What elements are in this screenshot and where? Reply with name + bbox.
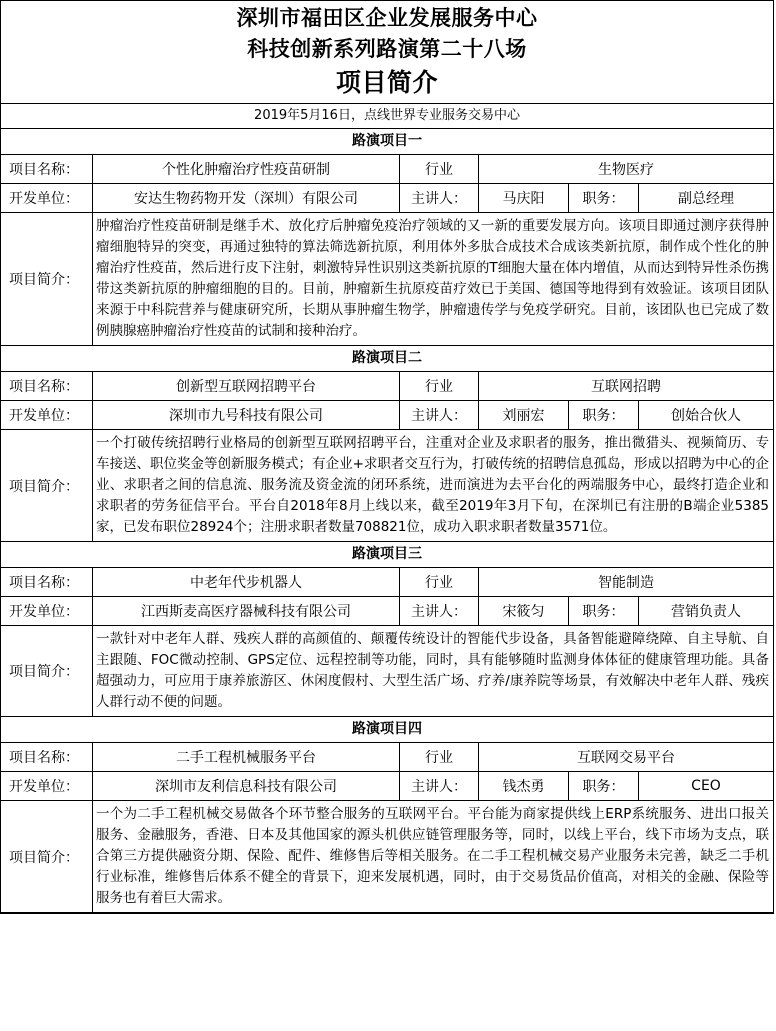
intro-text: 一个打破传统招聘行业格局的创新型互联网招聘平台，注重对企业及求职者的服务，推出微猎头、视频简历、专车接送、职位奖金等创新服务模式；有企业+求职者交互行为，打破传统的招聘信息孤岛，形成以招聘为中心的企业、求职者之间的信息流、服务流及资金流的闭环系统，进而演进为去平台化的两端服务中心，最终打造企业和求职者的劳务征信平台。平台自2018年8月上线以来，截至2019年3月下旬，在深圳已有注册的B端企业5385家，已发布职位28924个；注册求职者数量708821位，成功入职求职者数量3571位。 (96, 435, 769, 535)
name-label: 项目名称： (1, 372, 93, 400)
project-list (1, 129, 773, 913)
position-label: 职务： (569, 401, 639, 429)
intro-label: 项目简介： (1, 430, 93, 541)
page-title: 项目简介 (335, 68, 438, 97)
position-value: CEO (691, 778, 721, 794)
date-location: 2019年5月16日，点线世界专业服务交易中心 (1, 104, 773, 129)
industry-value: 智能制造 (598, 575, 654, 591)
intro-row (1, 430, 773, 542)
developer-row (1, 772, 773, 801)
section-heading: 路演项目四 (1, 717, 773, 743)
name-label: 项目名称： (1, 155, 93, 183)
intro-label: 项目简介： (1, 213, 93, 345)
intro-row (1, 213, 773, 346)
project-name: 中老年代步机器人 (93, 568, 400, 596)
speaker-label: 主讲人： (400, 401, 479, 429)
section-heading: 路演项目三 (1, 542, 773, 568)
industry-value: 互联网交易平台 (577, 750, 675, 766)
title-event: 科技创新系列路演第二十八场 (247, 37, 527, 61)
position-label: 职务： (569, 184, 639, 212)
intro-text: 一款针对中老年人群、残疾人群的高颜值的、颠覆传统设计的智能代步设备，具备智能避障绕障、自主导航、自主跟随、FOC微动控制、GPS定位、远程控制等功能，同时，具有能够随时监测身体体征的健康管理功能。具备超强动力，可应用于康养旅游区、休闲度假村、大型生活广场、疗养/康养院等场景，有效解决中老年人群、残疾人群行动不便的问题。 (96, 631, 769, 710)
speaker-value: 马庆阳 (479, 184, 569, 212)
speaker-label: 主讲人： (400, 184, 479, 212)
industry-label: 行业 (400, 743, 479, 771)
developer-value: 安达生物药物开发（深圳）有限公司 (93, 184, 400, 212)
developer-label: 开发单位： (1, 401, 93, 429)
intro-label: 项目简介： (1, 801, 93, 912)
developer-value: 江西斯麦高医疗器械科技有限公司 (93, 597, 400, 625)
project-name-row (1, 372, 773, 401)
position-value: 副总经理 (678, 191, 734, 207)
intro-label: 项目简介： (1, 626, 93, 716)
project-name-row (1, 568, 773, 597)
project-name: 个性化肿瘤治疗性疫苗研制 (93, 155, 400, 183)
position-label: 职务： (569, 597, 639, 625)
project-name: 创新型互联网招聘平台 (93, 372, 400, 400)
speaker-value: 刘丽宏 (479, 401, 569, 429)
industry-value: 互联网招聘 (591, 379, 661, 395)
developer-label: 开发单位： (1, 772, 93, 800)
project-name-row (1, 155, 773, 184)
title-block (1, 1, 773, 104)
project-name: 二手工程机械服务平台 (93, 743, 400, 771)
developer-row (1, 401, 773, 430)
speaker-value: 钱杰勇 (479, 772, 569, 800)
section-heading: 路演项目一 (1, 129, 773, 155)
section-heading: 路演项目二 (1, 346, 773, 372)
developer-value: 深圳市友利信息科技有限公司 (93, 772, 400, 800)
industry-label: 行业 (400, 568, 479, 596)
industry-value: 生物医疗 (598, 162, 654, 178)
position-value: 营销负责人 (671, 604, 741, 620)
developer-row (1, 184, 773, 213)
name-label: 项目名称： (1, 743, 93, 771)
industry-label: 行业 (400, 372, 479, 400)
intro-text: 一个为二手工程机械交易做各个环节整合服务的互联网平台。平台能为商家提供线上ERP系统服务、进出口报关服务、金融服务，香港、日本及其他国家的源头机供应链管理服务等，同时，以线上平台，线下市场为支点，联合第三方提供融资分期、保险、配件、维修售后等相关服务。在二手工程机械交易产业服务未完善，缺乏二手机行业标准，维修售后体系不健全的背景下，迎来发展机遇，同时，由于交易货品价值高，对相关的金融、保险等服务也有着巨大需求。 (96, 806, 769, 906)
position-value: 创始合伙人 (671, 408, 741, 424)
developer-label: 开发单位： (1, 597, 93, 625)
title-organizer: 深圳市福田区企业发展服务中心 (236, 6, 538, 30)
intro-row (1, 626, 773, 717)
intro-row (1, 801, 773, 913)
industry-label: 行业 (400, 155, 479, 183)
developer-row (1, 597, 773, 626)
speaker-label: 主讲人： (400, 772, 479, 800)
speaker-label: 主讲人： (400, 597, 479, 625)
speaker-value: 宋筱匀 (479, 597, 569, 625)
project-name-row (1, 743, 773, 772)
name-label: 项目名称： (1, 568, 93, 596)
developer-value: 深圳市九号科技有限公司 (93, 401, 400, 429)
developer-label: 开发单位： (1, 184, 93, 212)
intro-text: 肿瘤治疗性疫苗研制是继手术、放化疗后肿瘤免疫治疗领域的又一新的重要发展方向。该项目即通过测序获得肿瘤细胞特异的突变，再通过独特的算法筛选新抗原，利用体外多肽合成技术合成该类新抗原，制作成个性化的肿瘤治疗性疫苗，然后进行皮下注射，刺激特异性识别这类新抗原的T细胞大量在体内增值，从而达到特异性杀伤携带这类新抗原的肿瘤细胞的目的。目前，肿瘤新生抗原疫苗疗效已于美国、德国等地得到有效验证。该项目团队来源于中科院营养与健康研究所，长期从事肿瘤生物学，肿瘤遗传学与免疫学研究。目前，该团队也已完成了数例胰腺癌肿瘤治疗性疫苗的试制和接种治疗。 (96, 218, 769, 339)
position-label: 职务： (569, 772, 639, 800)
